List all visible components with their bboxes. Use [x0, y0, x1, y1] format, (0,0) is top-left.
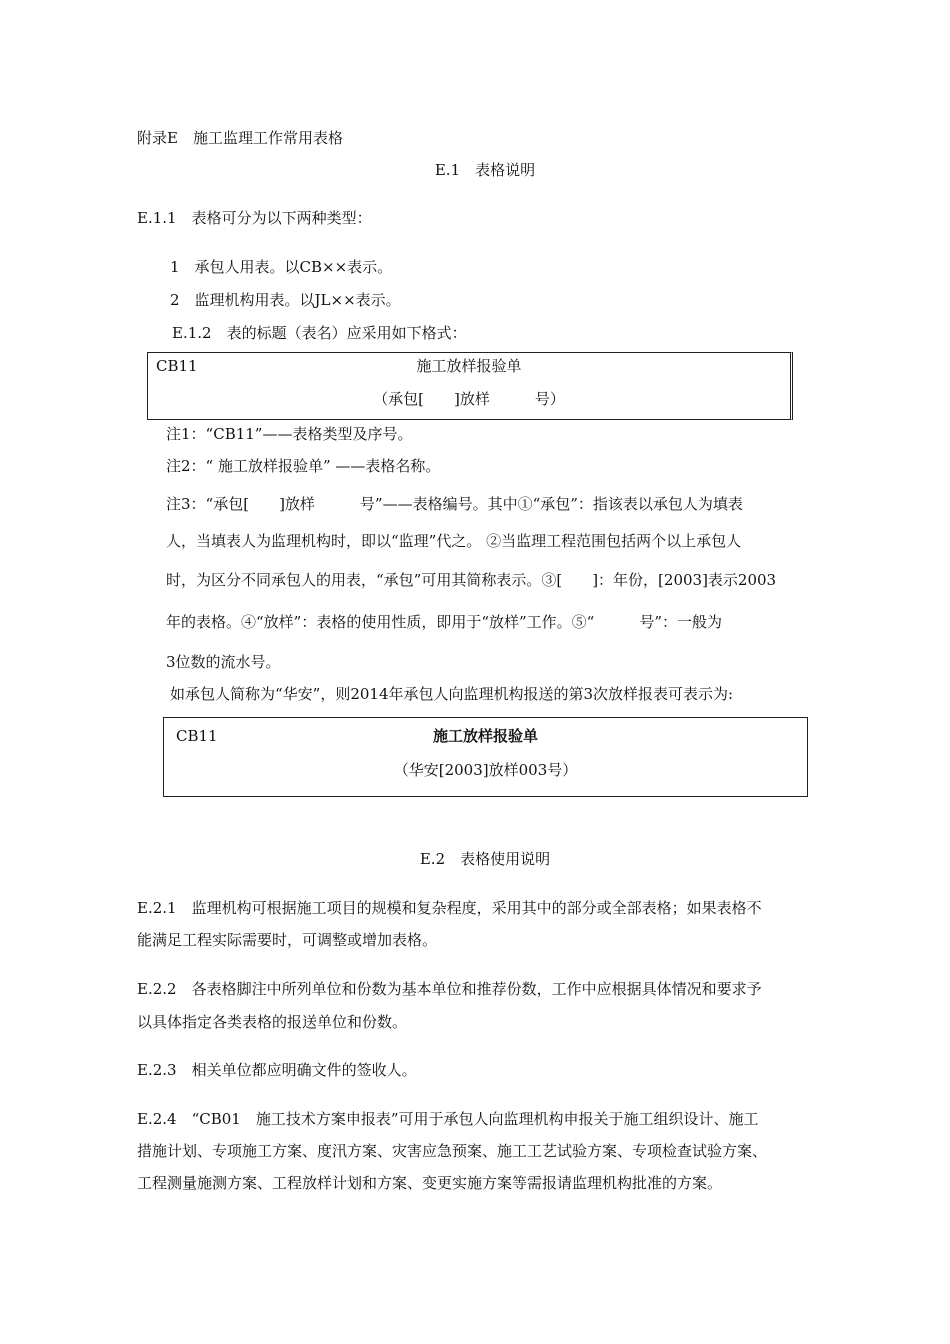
form-code: CB11: [156, 357, 198, 375]
note-3-line: 时，为区分不同承包人的用表，“承包”可用其简称表示。③[ ]：年份，[2003]表示2003: [166, 571, 777, 589]
form-type-1: 1 承包人用表。以CB××表示。: [170, 258, 393, 276]
note-3-line: 注3：“承包[ ]放样 号”——表格编号。其中①“承包”：指该表以承包人为填表: [166, 495, 743, 513]
note-3-line: 年的表格。④“放样”：表格的使用性质，即用于“放样”工作。⑤“ 号”：一般为: [166, 613, 723, 631]
note-2: 注2：“ 施工放样报验单” ——表格名称。: [166, 457, 441, 475]
clause-e223: E.2.3 相关单位都应明确文件的签收人。: [137, 1061, 417, 1079]
note-3-line: 人，当填表人为监理机构时，即以“监理”代之。 ②当监理工程范围包括两个以上承包人: [166, 532, 742, 550]
example-form-code: CB11: [176, 727, 218, 745]
appendix-title: 附录E 施工监理工作常用表格: [137, 129, 343, 147]
clause-e221-line: E.2.1 监理机构可根据施工项目的规模和复杂程度，采用其中的部分或全部表格；如果表格不: [137, 899, 762, 917]
section-e2-heading: E.2 表格使用说明: [419, 850, 551, 868]
note-3-line: 3位数的流水号。: [166, 653, 281, 671]
note-1: 注1：“CB11”——表格类型及序号。: [166, 425, 413, 443]
clause-e221-line: 能满足工程实际需要时，可调整或增加表格。: [137, 931, 438, 949]
title-format-box: [147, 352, 793, 420]
form-type-2: 2 监理机构用表。以JL××表示。: [170, 291, 401, 309]
section-e1-heading: E.1 表格说明: [434, 161, 536, 179]
example-format-box: [163, 717, 808, 797]
example-form-title: 施工放样报验单: [432, 727, 538, 745]
clause-e224-line: E.2.4 “CB01 施工技术方案申报表”可用于承包人向监理机构申报关于施工组织设计、施工: [137, 1110, 759, 1128]
form-title: 施工放样报验单: [416, 357, 522, 375]
clause-e224-line: 工程测量施测方案、工程放样计划和方案、变更实施方案等需报请监理机构批准的方案。: [137, 1174, 723, 1192]
example-form-number: （华安[2003]放样003号）: [393, 761, 578, 779]
clause-e222-line: 以具体指定各类表格的报送单位和份数。: [137, 1013, 408, 1031]
clause-e224-line: 措施计划、专项施工方案、度汛方案、灾害应急预案、施工工艺试验方案、专项检查试验方案、: [137, 1142, 768, 1160]
form-number: （承包[ ]放样 号）: [373, 390, 565, 408]
clause-e222-line: E.2.2 各表格脚注中所列单位和份数为基本单位和推荐份数，工作中应根据具体情况和要求予: [137, 980, 762, 998]
clause-e112: E.1.2 表的标题（表名）应采用如下格式：: [172, 324, 467, 342]
example-intro: 如承包人简称为“华安”，则2014年承包人向监理机构报送的第3次放样报表可表示为:: [170, 685, 734, 703]
clause-e111: E.1.1 表格可分为以下两种类型：: [137, 209, 372, 227]
